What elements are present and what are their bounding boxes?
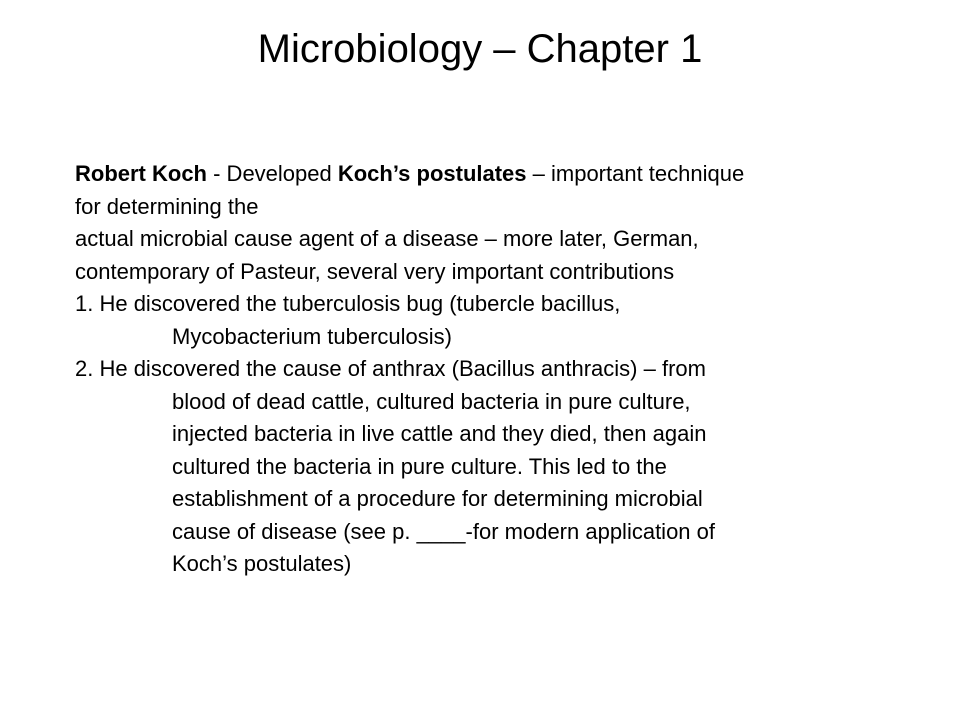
- intro-line-2: for determining the: [75, 193, 259, 219]
- intro-line-3: actual microbial cause agent of a disease – more later, German,: [75, 226, 699, 251]
- item1-line-2: Mycobacterium tuberculosis): [172, 323, 452, 349]
- item2-line-7: Koch’s postulates): [172, 551, 352, 576]
- item2-line-2: blood of dead cattle, cultured bacteria in pure culture,: [172, 388, 691, 414]
- item2-line-3: injected bacteria in live cattle and they died, then again: [172, 421, 707, 446]
- item2-line-6: cause of disease (see p. ____-for modern application of: [172, 518, 715, 544]
- item2-line-4: cultured the bacteria in pure culture. This led to the: [172, 453, 667, 479]
- intro-line-1: [75, 158, 875, 191]
- kochs-postulates-term: Koch’s postulates: [337, 161, 527, 186]
- slide-title: Microbiology – Chapter 1: [257, 27, 703, 71]
- item2-line-5: establishment of a procedure for determining microbial: [172, 486, 703, 511]
- item1-line-1: 1. He discovered the tuberculosis bug (tubercle bacillus,: [75, 291, 621, 316]
- intro-line-4: contemporary of Pasteur, several very important contributions: [75, 258, 675, 284]
- koch-name: Robert Koch: [75, 161, 207, 186]
- intro-separator: - Developed: [207, 161, 338, 186]
- slide-body: [75, 158, 875, 581]
- intro-rest: – important technique: [526, 161, 745, 186]
- item2-line-1: 2. He discovered the cause of anthrax (Bacillus anthracis) – from: [75, 356, 706, 381]
